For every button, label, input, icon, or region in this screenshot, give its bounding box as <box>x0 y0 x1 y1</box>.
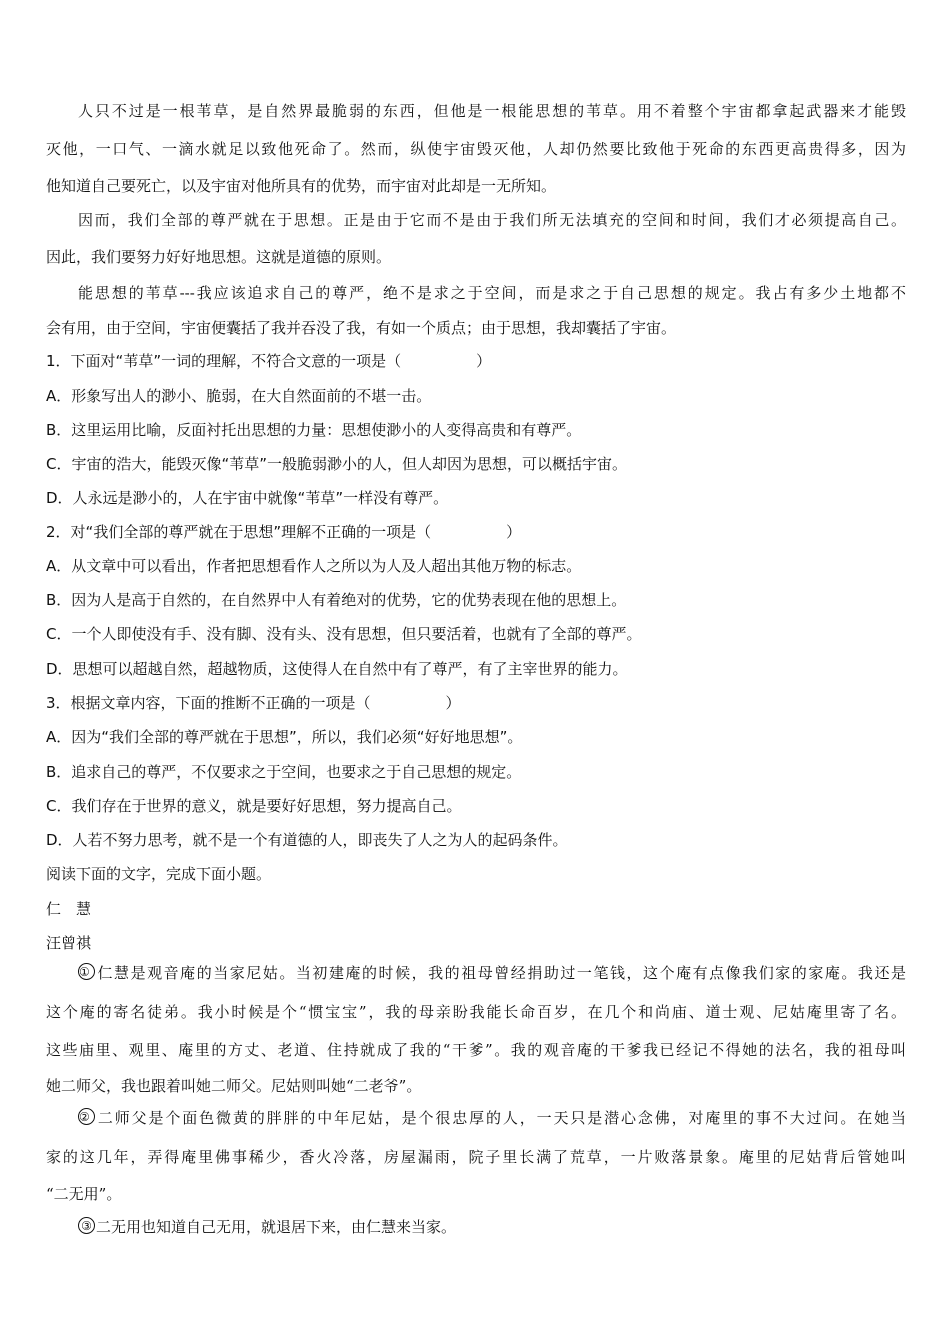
passage-line: 人只不过是一根苇草，是自然界最脆弱的东西，但他是一根能思想的苇草。用不着整个宇宙都拿起武器来才能毁 <box>78 102 906 120</box>
passage-line: 能思想的苇草---我应该追求自己的尊严，绝不是求之于空间，而是求之于自己思想的规定。我占有多少土地都不 <box>78 284 906 302</box>
paragraph-number: ② <box>78 1108 95 1125</box>
paragraph-number: ① <box>78 963 95 980</box>
story-text: 二无用也知道自己无用，就退居下来，由仁慧来当家。 <box>96 1218 457 1236</box>
story-author: 汪曾祺 <box>46 934 92 952</box>
story-line <box>78 963 906 983</box>
question-option: A．因为“我们全部的尊严就在于思想”，所以，我们必须“好好地思想”。 <box>46 728 523 746</box>
passage-line: 因而，我们全部的尊严就在于思想。正是由于它而不是由于我们所无法填充的空间和时间，我们才必须提高自己。 <box>78 211 906 229</box>
story-line <box>78 1108 906 1128</box>
story-title: 仁 慧 <box>46 900 92 918</box>
reading-instruction: 阅读下面的文字，完成下面小题。 <box>46 865 272 883</box>
question-stem: 2．对“我们全部的尊严就在于思想”理解不正确的一项是（ ） <box>46 523 522 541</box>
passage-line: 会有用，由于空间，宇宙便囊括了我并吞没了我，有如一个质点；由于思想，我却囊括了宇宙。 <box>46 319 677 337</box>
question-option: A．形象写出人的渺小、脆弱，在大自然面前的不堪一击。 <box>46 387 432 405</box>
story-line: “二无用”。 <box>46 1185 122 1203</box>
question-option: C．一个人即使没有手、没有脚、没有头、没有思想，但只要活着，也就有了全部的尊严。 <box>46 625 642 643</box>
story-text: 仁慧是观音庵的当家尼姑。当初建庵的时候，我的祖母曾经捐助过一笔钱，这个庵有点像我们家的家庵。我还是 <box>96 964 906 982</box>
passage-line: 他知道自己要死亡，以及宇宙对他所具有的优势，而宇宙对此却是一无所知。 <box>46 177 557 195</box>
question-option: B．因为人是高于自然的，在自然界中人有着绝对的优势，它的优势表现在他的思想上。 <box>46 591 627 609</box>
question-option: D．人永远是渺小的，人在宇宙中就像“苇草”一样没有尊严。 <box>46 489 449 507</box>
question-option: A．从文章中可以看出，作者把思想看作人之所以为人及人超出其他万物的标志。 <box>46 557 582 575</box>
question-option: B．追求自己的尊严，不仅要求之于空间，也要求之于自己思想的规定。 <box>46 763 522 781</box>
question-option: B．这里运用比喻，反面衬托出思想的力量：思想使渺小的人变得高贵和有尊严。 <box>46 421 582 439</box>
question-option: C．宇宙的浩大，能毁灭像“苇草”一般脆弱渺小的人，但人却因为思想，可以概括宇宙。 <box>46 455 628 473</box>
passage-line: 因此，我们要努力好好地思想。这就是道德的原则。 <box>46 248 392 266</box>
passage-line: 灭他，一口气、一滴水就足以致他死命了。然而，纵使宇宙毁灭他，人却仍然要比致他于死命的东西更高贵得多，因为 <box>46 140 906 158</box>
story-line: 这个庵的寄名徒弟。我小时候是个“惯宝宝”，我的母亲盼我能长命百岁，在几个和尚庙、道士观、尼姑庵里寄了名。 <box>46 1003 906 1021</box>
question-option: D．思想可以超越自然，超越物质，这使得人在自然中有了尊严，有了主宰世界的能力。 <box>46 660 628 678</box>
question-stem: 3．根据文章内容，下面的推断不正确的一项是（ ） <box>46 694 461 712</box>
story-text: 二师父是个面色微黄的胖胖的中年尼姑，是个很忠厚的人，一天只是潜心念佛，对庵里的事不大过问。在她当 <box>96 1109 906 1127</box>
question-option: C．我们存在于世界的意义，就是要好好思想，努力提高自己。 <box>46 797 462 815</box>
story-line: 家的这几年，弄得庵里佛事稀少，香火冷落，房屋漏雨，院子里长满了荒草，一片败落景象。庵里的尼姑背后管她叫 <box>46 1148 906 1166</box>
story-line: 她二师父，我也跟着叫她二师父。尼姑则叫她“二老爷”。 <box>46 1077 422 1095</box>
paragraph-number: ③ <box>78 1217 95 1234</box>
story-line: 这些庙里、观里、庵里的方丈、老道、住持就成了我的“干爹”。我的观音庵的干爹我已经记不得她的法名，我的祖母叫 <box>46 1041 906 1059</box>
question-stem: 1．下面对“苇草”一词的理解，不符合文意的一项是（ ） <box>46 352 492 370</box>
question-option: D．人若不努力思考，就不是一个有道德的人，即丧失了人之为人的起码条件。 <box>46 831 568 849</box>
story-line <box>78 1217 906 1237</box>
